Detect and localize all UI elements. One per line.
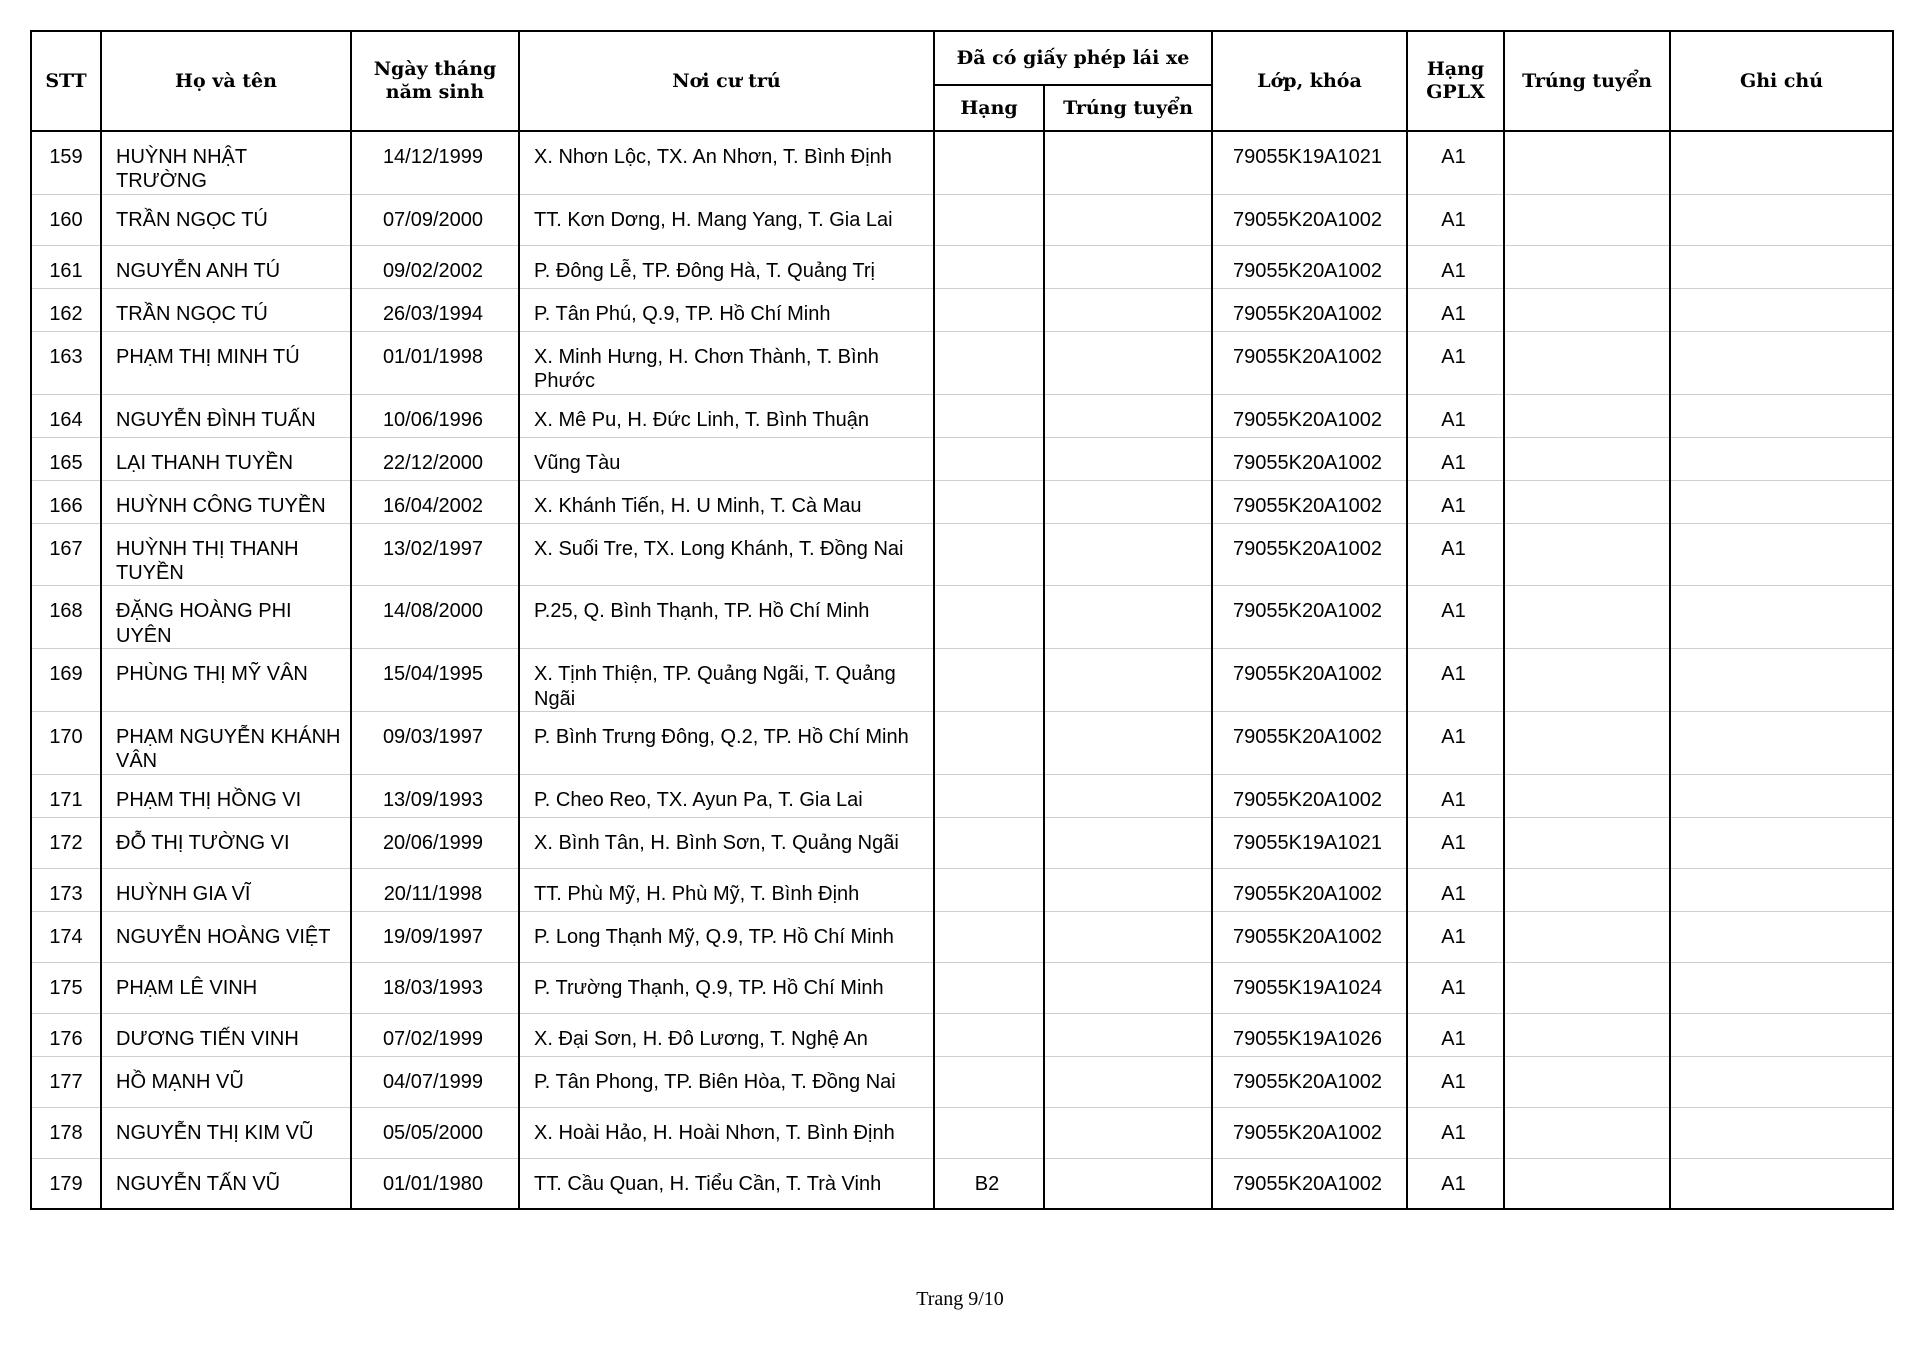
license-passed-cell: [1044, 962, 1212, 1013]
header-class-course: Lớp, khóa: [1212, 31, 1407, 131]
address-cell: X. Bình Tân, H. Bình Sơn, T. Quảng Ngãi: [519, 817, 934, 868]
dob-cell: 19/09/1997: [351, 911, 519, 962]
dob-cell: 09/03/1997: [351, 711, 519, 774]
name-cell: TRẦN NGỌC TÚ: [101, 288, 351, 331]
address-cell: P. Trường Thạnh, Q.9, TP. Hồ Chí Minh: [519, 962, 934, 1013]
dob-cell: 14/12/1999: [351, 131, 519, 194]
class-course-cell: 79055K20A1002: [1212, 1107, 1407, 1158]
license-class-cell: [934, 711, 1044, 774]
note-cell: [1670, 1013, 1893, 1056]
table-row: [31, 1056, 1893, 1107]
class-course-cell: 79055K20A1002: [1212, 523, 1407, 586]
license-class-cell: [934, 437, 1044, 480]
stt-cell: 173: [31, 868, 101, 911]
class-course-cell: 79055K20A1002: [1212, 774, 1407, 817]
dob-cell: 10/06/1996: [351, 394, 519, 437]
passed-cell: [1504, 394, 1670, 437]
name-cell: NGUYỄN ĐÌNH TUẤN: [101, 394, 351, 437]
table-row: [31, 774, 1893, 817]
dob-cell: 14/08/2000: [351, 586, 519, 649]
license-passed-cell: [1044, 288, 1212, 331]
name-cell: PHÙNG THỊ MỸ VÂN: [101, 649, 351, 712]
note-cell: [1670, 437, 1893, 480]
gplx-class-cell: A1: [1407, 194, 1504, 245]
table-header: [31, 31, 1893, 131]
gplx-class-cell: A1: [1407, 1013, 1504, 1056]
stt-cell: 176: [31, 1013, 101, 1056]
passed-cell: [1504, 817, 1670, 868]
passed-cell: [1504, 288, 1670, 331]
passed-cell: [1504, 774, 1670, 817]
stt-cell: 179: [31, 1158, 101, 1209]
address-cell: P. Tân Phú, Q.9, TP. Hồ Chí Minh: [519, 288, 934, 331]
dob-cell: 13/09/1993: [351, 774, 519, 817]
class-course-cell: 79055K19A1021: [1212, 131, 1407, 194]
dob-cell: 01/01/1998: [351, 331, 519, 394]
dob-cell: 22/12/2000: [351, 437, 519, 480]
note-cell: [1670, 774, 1893, 817]
address-cell: P. Tân Phong, TP. Biên Hòa, T. Đồng Nai: [519, 1056, 934, 1107]
note-cell: [1670, 194, 1893, 245]
header-license-class: Hạng: [934, 85, 1044, 131]
address-cell: TT. Kơn Dơng, H. Mang Yang, T. Gia Lai: [519, 194, 934, 245]
gplx-class-cell: A1: [1407, 245, 1504, 288]
class-course-cell: 79055K19A1024: [1212, 962, 1407, 1013]
gplx-class-cell: A1: [1407, 962, 1504, 1013]
license-passed-cell: [1044, 817, 1212, 868]
stt-cell: 168: [31, 586, 101, 649]
stt-cell: 174: [31, 911, 101, 962]
name-cell: PHẠM LÊ VINH: [101, 962, 351, 1013]
table-row: [31, 131, 1893, 194]
class-course-cell: 79055K20A1002: [1212, 288, 1407, 331]
table-row: [31, 480, 1893, 523]
note-cell: [1670, 288, 1893, 331]
table-row: [31, 868, 1893, 911]
stt-cell: 171: [31, 774, 101, 817]
header-passed: Trúng tuyển: [1504, 31, 1670, 131]
table-row: [31, 523, 1893, 586]
class-course-cell: 79055K20A1002: [1212, 480, 1407, 523]
class-course-cell: 79055K20A1002: [1212, 245, 1407, 288]
address-cell: P. Bình Trưng Đông, Q.2, TP. Hồ Chí Minh: [519, 711, 934, 774]
table-row: [31, 817, 1893, 868]
name-cell: PHẠM NGUYỄN KHÁNH VÂN: [101, 711, 351, 774]
note-cell: [1670, 523, 1893, 586]
passed-cell: [1504, 1107, 1670, 1158]
class-course-cell: 79055K20A1002: [1212, 586, 1407, 649]
stt-cell: 169: [31, 649, 101, 712]
class-course-cell: 79055K19A1026: [1212, 1013, 1407, 1056]
note-cell: [1670, 911, 1893, 962]
name-cell: LẠI THANH TUYỀN: [101, 437, 351, 480]
license-class-cell: [934, 649, 1044, 712]
address-cell: X. Suối Tre, TX. Long Khánh, T. Đồng Nai: [519, 523, 934, 586]
gplx-class-cell: A1: [1407, 911, 1504, 962]
dob-cell: 15/04/1995: [351, 649, 519, 712]
license-class-cell: [934, 962, 1044, 1013]
note-cell: [1670, 962, 1893, 1013]
gplx-class-cell: A1: [1407, 131, 1504, 194]
note-cell: [1670, 331, 1893, 394]
passed-cell: [1504, 245, 1670, 288]
class-course-cell: 79055K20A1002: [1212, 868, 1407, 911]
passed-cell: [1504, 1158, 1670, 1209]
dob-cell: 04/07/1999: [351, 1056, 519, 1107]
license-passed-cell: [1044, 711, 1212, 774]
license-passed-cell: [1044, 1107, 1212, 1158]
class-course-cell: 79055K19A1021: [1212, 817, 1407, 868]
table-row: [31, 331, 1893, 394]
name-cell: HUỲNH THỊ THANH TUYỀN: [101, 523, 351, 586]
dob-cell: 20/06/1999: [351, 817, 519, 868]
passed-cell: [1504, 480, 1670, 523]
table-row: [31, 1107, 1893, 1158]
class-course-cell: 79055K20A1002: [1212, 1158, 1407, 1209]
license-class-cell: B2: [934, 1158, 1044, 1209]
address-cell: P. Đông Lễ, TP. Đông Hà, T. Quảng Trị: [519, 245, 934, 288]
table-body: [31, 131, 1893, 1209]
table-row: [31, 1013, 1893, 1056]
address-cell: Vũng Tàu: [519, 437, 934, 480]
passed-cell: [1504, 586, 1670, 649]
license-passed-cell: [1044, 131, 1212, 194]
table-row: [31, 437, 1893, 480]
dob-cell: 18/03/1993: [351, 962, 519, 1013]
license-passed-cell: [1044, 480, 1212, 523]
passed-cell: [1504, 437, 1670, 480]
page-number: Trang 9/10: [916, 1288, 1004, 1310]
passed-cell: [1504, 523, 1670, 586]
license-passed-cell: [1044, 331, 1212, 394]
note-cell: [1670, 817, 1893, 868]
gplx-class-cell: A1: [1407, 480, 1504, 523]
address-cell: P. Long Thạnh Mỹ, Q.9, TP. Hồ Chí Minh: [519, 911, 934, 962]
passed-cell: [1504, 194, 1670, 245]
header-dob: Ngày tháng năm sinh: [351, 31, 519, 131]
note-cell: [1670, 1056, 1893, 1107]
stt-cell: 160: [31, 194, 101, 245]
note-cell: [1670, 245, 1893, 288]
stt-cell: 166: [31, 480, 101, 523]
gplx-class-cell: A1: [1407, 586, 1504, 649]
table-row: [31, 245, 1893, 288]
gplx-class-cell: A1: [1407, 711, 1504, 774]
license-passed-cell: [1044, 1056, 1212, 1107]
header-gplx-class: Hạng GPLX: [1407, 31, 1504, 131]
address-cell: X. Nhơn Lộc, TX. An Nhơn, T. Bình Định: [519, 131, 934, 194]
license-passed-cell: [1044, 194, 1212, 245]
passed-cell: [1504, 1013, 1670, 1056]
class-course-cell: 79055K20A1002: [1212, 394, 1407, 437]
license-passed-cell: [1044, 1013, 1212, 1056]
stt-cell: 167: [31, 523, 101, 586]
dob-cell: 01/01/1980: [351, 1158, 519, 1209]
table-row: [31, 1158, 1893, 1209]
dob-cell: 16/04/2002: [351, 480, 519, 523]
license-passed-cell: [1044, 649, 1212, 712]
header-note: Ghi chú: [1670, 31, 1893, 131]
table-row: [31, 288, 1893, 331]
passed-cell: [1504, 649, 1670, 712]
table-row: [31, 711, 1893, 774]
name-cell: HUỲNH GIA VĨ: [101, 868, 351, 911]
note-cell: [1670, 480, 1893, 523]
header-address: Nơi cư trú: [519, 31, 934, 131]
gplx-class-cell: A1: [1407, 1107, 1504, 1158]
name-cell: NGUYỄN ANH TÚ: [101, 245, 351, 288]
table-row: [31, 194, 1893, 245]
passed-cell: [1504, 911, 1670, 962]
name-cell: PHẠM THỊ MINH TÚ: [101, 331, 351, 394]
license-passed-cell: [1044, 774, 1212, 817]
address-cell: X. Minh Hưng, H. Chơn Thành, T. Bình Phước: [519, 331, 934, 394]
address-cell: X. Khánh Tiến, H. U Minh, T. Cà Mau: [519, 480, 934, 523]
stt-cell: 159: [31, 131, 101, 194]
license-class-cell: [934, 194, 1044, 245]
note-cell: [1670, 586, 1893, 649]
license-class-cell: [934, 774, 1044, 817]
license-passed-cell: [1044, 523, 1212, 586]
license-passed-cell: [1044, 911, 1212, 962]
note-cell: [1670, 1158, 1893, 1209]
note-cell: [1670, 868, 1893, 911]
license-class-cell: [934, 131, 1044, 194]
gplx-class-cell: A1: [1407, 774, 1504, 817]
passed-cell: [1504, 131, 1670, 194]
class-course-cell: 79055K20A1002: [1212, 331, 1407, 394]
name-cell: HỒ MẠNH VŨ: [101, 1056, 351, 1107]
license-passed-cell: [1044, 868, 1212, 911]
passed-cell: [1504, 962, 1670, 1013]
name-cell: ĐỖ THỊ TƯỜNG VI: [101, 817, 351, 868]
name-cell: NGUYỄN HOÀNG VIỆT: [101, 911, 351, 962]
candidate-table: [30, 30, 1894, 1210]
address-cell: X. Đại Sơn, H. Đô Lương, T. Nghệ An: [519, 1013, 934, 1056]
gplx-class-cell: A1: [1407, 394, 1504, 437]
address-cell: TT. Cầu Quan, H. Tiểu Cần, T. Trà Vinh: [519, 1158, 934, 1209]
stt-cell: 161: [31, 245, 101, 288]
address-cell: P.25, Q. Bình Thạnh, TP. Hồ Chí Minh: [519, 586, 934, 649]
note-cell: [1670, 394, 1893, 437]
note-cell: [1670, 1107, 1893, 1158]
license-class-cell: [934, 480, 1044, 523]
license-class-cell: [934, 1107, 1044, 1158]
name-cell: HUỲNH NHẬT TRƯỜNG: [101, 131, 351, 194]
gplx-class-cell: A1: [1407, 1056, 1504, 1107]
gplx-class-cell: A1: [1407, 868, 1504, 911]
dob-cell: 26/03/1994: [351, 288, 519, 331]
license-passed-cell: [1044, 586, 1212, 649]
license-class-cell: [934, 586, 1044, 649]
table-row: [31, 586, 1893, 649]
license-class-cell: [934, 868, 1044, 911]
gplx-class-cell: A1: [1407, 288, 1504, 331]
stt-cell: 170: [31, 711, 101, 774]
name-cell: PHẠM THỊ HỒNG VI: [101, 774, 351, 817]
passed-cell: [1504, 868, 1670, 911]
gplx-class-cell: A1: [1407, 331, 1504, 394]
table-row: [31, 962, 1893, 1013]
name-cell: DƯƠNG TIẾN VINH: [101, 1013, 351, 1056]
class-course-cell: 79055K20A1002: [1212, 649, 1407, 712]
address-cell: TT. Phù Mỹ, H. Phù Mỹ, T. Bình Định: [519, 868, 934, 911]
name-cell: ĐẶNG HOÀNG PHI UYÊN: [101, 586, 351, 649]
class-course-cell: 79055K20A1002: [1212, 911, 1407, 962]
name-cell: NGUYỄN THỊ KIM VŨ: [101, 1107, 351, 1158]
dob-cell: 07/02/1999: [351, 1013, 519, 1056]
license-class-cell: [934, 394, 1044, 437]
stt-cell: 162: [31, 288, 101, 331]
header-license-group: Đã có giấy phép lái xe: [934, 31, 1212, 85]
header-name: Họ và tên: [101, 31, 351, 131]
stt-cell: 177: [31, 1056, 101, 1107]
dob-cell: 20/11/1998: [351, 868, 519, 911]
license-class-cell: [934, 331, 1044, 394]
license-passed-cell: [1044, 394, 1212, 437]
dob-cell: 13/02/1997: [351, 523, 519, 586]
gplx-class-cell: A1: [1407, 523, 1504, 586]
gplx-class-cell: A1: [1407, 437, 1504, 480]
stt-cell: 178: [31, 1107, 101, 1158]
license-class-cell: [934, 245, 1044, 288]
table-row: [31, 649, 1893, 712]
dob-cell: 09/02/2002: [351, 245, 519, 288]
stt-cell: 175: [31, 962, 101, 1013]
address-cell: X. Mê Pu, H. Đức Linh, T. Bình Thuận: [519, 394, 934, 437]
name-cell: NGUYỄN TẤN VŨ: [101, 1158, 351, 1209]
name-cell: TRẦN NGỌC TÚ: [101, 194, 351, 245]
license-class-cell: [934, 1056, 1044, 1107]
stt-cell: 164: [31, 394, 101, 437]
license-class-cell: [934, 1013, 1044, 1056]
name-cell: HUỲNH CÔNG TUYỀN: [101, 480, 351, 523]
table-row: [31, 394, 1893, 437]
license-class-cell: [934, 817, 1044, 868]
license-class-cell: [934, 911, 1044, 962]
license-class-cell: [934, 288, 1044, 331]
license-passed-cell: [1044, 1158, 1212, 1209]
stt-cell: 172: [31, 817, 101, 868]
class-course-cell: 79055K20A1002: [1212, 1056, 1407, 1107]
stt-cell: 163: [31, 331, 101, 394]
class-course-cell: 79055K20A1002: [1212, 711, 1407, 774]
class-course-cell: 79055K20A1002: [1212, 437, 1407, 480]
dob-cell: 05/05/2000: [351, 1107, 519, 1158]
class-course-cell: 79055K20A1002: [1212, 194, 1407, 245]
address-cell: X. Hoài Hảo, H. Hoài Nhơn, T. Bình Định: [519, 1107, 934, 1158]
address-cell: X. Tịnh Thiện, TP. Quảng Ngãi, T. Quảng Ngãi: [519, 649, 934, 712]
gplx-class-cell: A1: [1407, 1158, 1504, 1209]
stt-cell: 165: [31, 437, 101, 480]
address-cell: P. Cheo Reo, TX. Ayun Pa, T. Gia Lai: [519, 774, 934, 817]
dob-cell: 07/09/2000: [351, 194, 519, 245]
header-license-passed: Trúng tuyển: [1044, 85, 1212, 131]
license-class-cell: [934, 523, 1044, 586]
passed-cell: [1504, 711, 1670, 774]
header-stt: STT: [31, 31, 101, 131]
passed-cell: [1504, 1056, 1670, 1107]
license-passed-cell: [1044, 437, 1212, 480]
gplx-class-cell: A1: [1407, 649, 1504, 712]
note-cell: [1670, 711, 1893, 774]
license-passed-cell: [1044, 245, 1212, 288]
gplx-class-cell: A1: [1407, 817, 1504, 868]
note-cell: [1670, 649, 1893, 712]
note-cell: [1670, 131, 1893, 194]
passed-cell: [1504, 331, 1670, 394]
table-row: [31, 911, 1893, 962]
